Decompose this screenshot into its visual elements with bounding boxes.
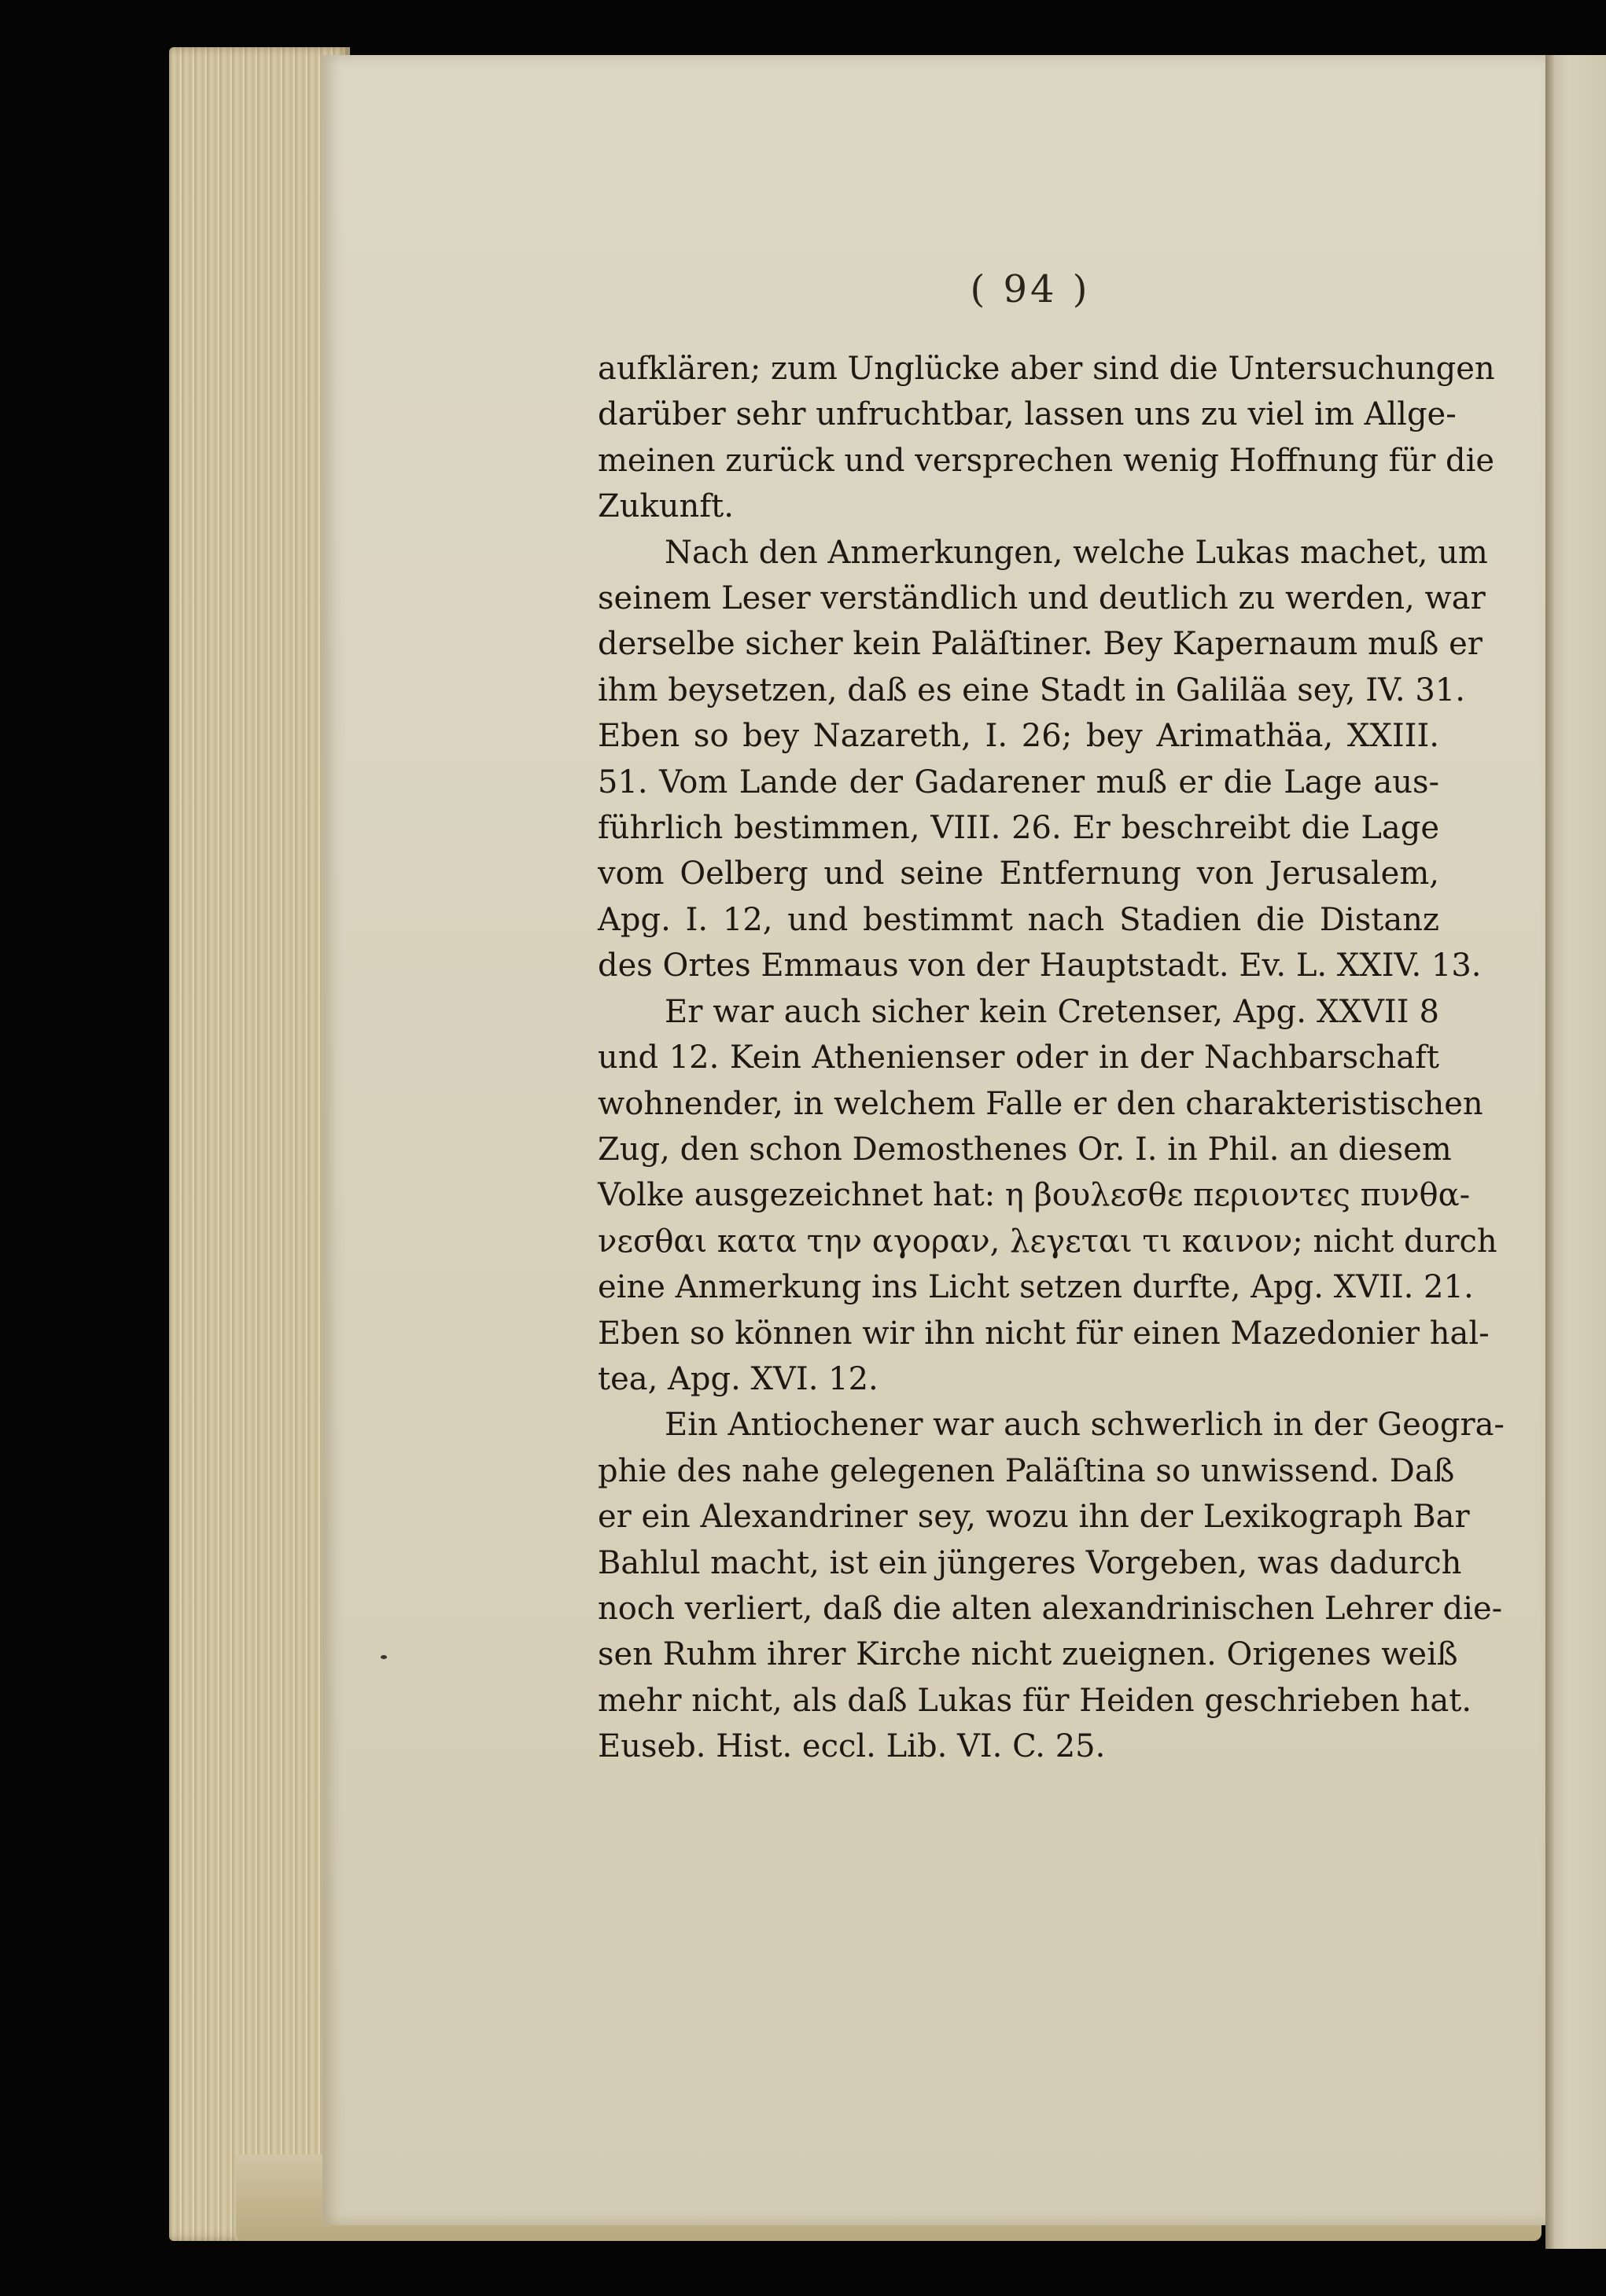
text-line: er ein Alexandriner sey, wozu ihn der Lexikograph Bar — [598, 1499, 1470, 1536]
text-line: Er war auch sicher kein Cretenser, Apg. XXVII 8 — [665, 993, 1439, 1030]
text-line: führlich bestimmen, VIII. 26. Er beschreibt die Lage — [598, 810, 1439, 847]
text-line: Euseb. Hist. eccl. Lib. VI. C. 25. — [598, 1728, 1106, 1765]
text-line: νεσθαι κατα την αγοραν, λεγεται τι καινον; nicht durch — [598, 1223, 1497, 1260]
text-line: mehr nicht, als daß Lukas für Heiden geschrieben hat. — [598, 1682, 1472, 1719]
text-line: eine Anmerkung ins Licht setzen durfte, Apg. XVII. 21. — [598, 1269, 1474, 1306]
text-line: vom Oelberg und seine Entfernung von Jerusalem, — [598, 855, 1439, 892]
text-line: Apg. I. 12, und bestimmt nach Stadien die Distanz — [598, 901, 1439, 938]
text-line: noch verliert, daß die alten alexandrinischen Lehrer die- — [598, 1590, 1503, 1627]
text-line: tea, Apg. XVI. 12. — [598, 1360, 879, 1397]
text-line: aufklären; zum Unglücke aber sind die Untersuchungen — [598, 351, 1495, 387]
text-line: 51. Vom Lande der Gadarener muß er die Lage aus- — [598, 763, 1439, 800]
text-block — [598, 346, 1505, 1770]
text-line: darüber sehr unfruchtbar, lassen uns zu viel im Allge- — [598, 396, 1457, 433]
ink-fleck — [381, 1655, 387, 1659]
text-line: sen Ruhm ihrer Kirche nicht zueignen. Origenes weiß — [598, 1636, 1458, 1673]
text-line: derselbe sicher kein Paläſtiner. Bey Kapernaum muß er — [598, 626, 1483, 663]
text-line: meinen zurück und versprechen wenig Hoffnung für die — [598, 442, 1495, 479]
text-line: Ein Antiochener war auch schwerlich in der Geogra- — [665, 1407, 1505, 1444]
text-line: Volke ausgezeichnet hat: η βουλεσθε περιοντες πυνθα- — [598, 1177, 1471, 1214]
text-line: und 12. Kein Athenienser oder in der Nachbarschaft — [598, 1039, 1439, 1076]
facing-page-edge — [1545, 55, 1606, 2249]
text-line: Eben so bey Nazareth, I. 26; bey Arimathäa, XXIII. — [598, 718, 1439, 755]
page-number: ( 94 ) — [970, 267, 1091, 311]
text-line: Eben so können wir ihn nicht für einen Mazedonier hal- — [598, 1315, 1490, 1352]
text-line: Zug, den schon Demosthenes Or. I. in Phil. an diesem — [598, 1131, 1452, 1168]
text-line: seinem Leser verständlich und deutlich zu werden, war — [598, 580, 1486, 617]
text-line: Bahlul macht, ist ein jüngeres Vorgeben, was dadurch — [598, 1544, 1462, 1581]
text-line: Nach den Anmerkungen, welche Lukas machet, um — [665, 534, 1488, 571]
text-line: ihm beysetzen, daß es eine Stadt in Galiläa sey, IV. 31. — [598, 672, 1465, 708]
text-line: des Ortes Emmaus von der Hauptstadt. Ev. L. XXIV. 13. — [598, 947, 1482, 984]
text-line: Zukunft. — [598, 488, 734, 525]
text-line: wohnender, in welchem Falle er den charakteristischen — [598, 1085, 1483, 1122]
text-line: phie des nahe gelegenen Paläſtina so unwissend. Daß — [598, 1452, 1455, 1489]
